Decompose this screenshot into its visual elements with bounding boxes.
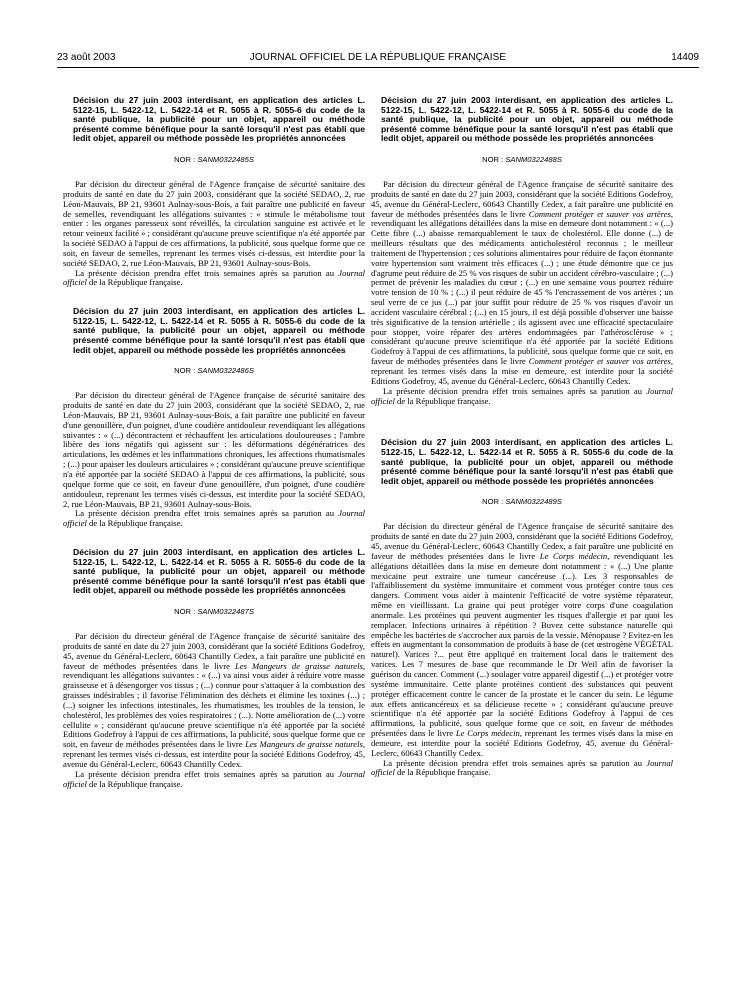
right-column xyxy=(371,96,673,981)
decision-title: Décision du 27 juin 2003 interdisant, en application des articles L. 5122-15, L. 5422-12, L. 5422-14 et R. 5055 à R. 5055-6 du code de la santé publique, la publicité pour un objet, appareil ou méthode présenté comme bénéfique pour la santé lorsqu'il n'est pas établi que ledit objet, appareil ou méthode possède les propriétés annoncées xyxy=(381,96,673,144)
decision-section xyxy=(371,96,673,406)
decision-body: Par décision du directeur général de l'Agence française de sécurité sanitaire des produits de santé en date du 27 juin 2003, considérant que la société SEDAO, 2, rue Léon-Mauvais, BP 21, 93601 Aulnay-sous-Bois, a fait paraître une publicité en faveur de semelles, revendiquant les allégations suivantes : « stimule le métabolisme tout entier : les organes paresseux sont réveillés, la circulation sanguine est activée et le retour veineux facilité » ; considérant qu'aucune preuve scientifique n'a été apportée par la société SEDAO à l'appui de ces affirmations, la publicité, sous quelque forme que ce soit, en faveur de semelles, reprenant les termes visés ci-dessus, est interdite pour la société SEDAO, 2, rue Léon-Mauvais, BP 21, 93601 Aulnay-sous-Bois. xyxy=(63,178,365,268)
nor-reference: NOR : SANM0322489S xyxy=(482,497,562,507)
decision-closing: La présente décision prendra effet trois semaines après sa parution au Journal officiel de la République française. xyxy=(371,757,673,778)
decision-section xyxy=(371,438,673,778)
nor-code: SANM0322489S xyxy=(505,497,562,507)
header-journal-title: JOURNAL OFFICIEL DE LA RÉPUBLIQUE FRANÇAISE xyxy=(249,52,507,63)
decision-closing: La présente décision prendra effet trois semaines après sa parution au Journal officiel de la République française. xyxy=(63,267,365,288)
decision-title: Décision du 27 juin 2003 interdisant, en application des articles L. 5122-15, L. 5422-12, L. 5422-14 et R. 5055 à R. 5055-6 du code de la santé publique, la publicité pour un objet, appareil ou méthode présenté comme bénéfique pour la santé lorsqu'il n'est pas établi que ledit objet, appareil ou méthode possède les propriétés annoncées xyxy=(73,547,365,596)
decision-title: Décision du 27 juin 2003 interdisant, en application des articles L. 5122-15, L. 5422-12, L. 5422-14 et R. 5055 à R. 5055-6 du code de la santé publique, la publicité pour un objet, appareil ou méthode présenté comme bénéfique pour la santé lorsqu'il n'est pas établi que ledit objet, appareil ou méthode possède les propriétés annoncées xyxy=(73,306,365,355)
nor-reference: NOR : SANM0322487S xyxy=(174,607,254,616)
nor-code: SANM0322485S xyxy=(197,154,254,164)
nor-code: SANM0322487S xyxy=(197,607,254,616)
decision-closing: La présente décision prendra effet trois semaines après sa parution au Journal officiel de la République française. xyxy=(371,385,673,406)
decision-body: Par décision du directeur général de l'Agence française de sécurité sanitaire des produits de santé en date du 27 juin 2003, considérant que la société Editions Godefroy, 45, avenue du Général-Leclerc, 60643 Chantilly Cedex, a fait paraître une publicité en faveur de méthodes présentées dans le livre Comment protéger et sauver vos artères, revendiquant les allégations détaillées dans la mise en demeure dont notamment : « (...) Cette fibre (...) abaisse remarquablement le taux de cholestérol. Elle donne (...) de meilleurs résultats que des médicaments anticholestérol reconnus ; le meilleur traitement de l'hypertension ; ces solutions alimentaires pour réduire de façon étonnante votre hypertension sont vraiment très efficaces (...) ; une étude démontre que ce jus d'agrume peut réduire de 25 % vos risques de subir un accident cérébro-vasculaire ; (...) permet de prévenir les maladies du cœur ; (...) en une semaine vous pourrez réduire votre tension de 10 % ; (...) il peut réduire de 45 % l'encrassement de vos artères ; un seul verre de ce jus (...) par jour suffit pour réduire de 25 % vos risques d'avoir un accident vasculaire cérébral ; (...) en 15 jours, il est déjà possible d'observer une baisse très significative de la tension artérielle ; ils agissent avec une efficacité spectaculaire pour stopper, voire réparer des artères endommagées par l'athérosclérose » ; considérant qu'aucune preuve scientifique n'a été apportée par la société Editions Godefroy à l'appui de ces affirmations, la publicité, sous quelque forme que ce soit, en faveur de méthodes présentées dans le livre Comment protéger et sauver vos artères, reprenant les termes visés dans la mise en demeure, est interdite pour la société Editions Godefroy, 45, avenue du Général-Leclerc, 60643 Chantilly Cedex. xyxy=(371,178,673,386)
nor-reference: NOR : SANM0322486S xyxy=(174,366,254,376)
header-rule xyxy=(57,67,699,68)
decision-closing: La présente décision prendra effet trois semaines après sa parution au Journal officiel de la République française. xyxy=(63,768,365,789)
decision-body: Par décision du directeur général de l'Agence française de sécurité sanitaire des produits de santé en date du 27 juin 2003, considérant que la société SEDAO, 2, rue Léon-Mauvais, BP 21, 93601 Aulnay-sous-Bois, a fait paraître une publicité en faveur d'une genouillère, d'un poignet, d'une coudière antidouleur revendiquant les allégations suivantes : « (...) décontractent et réchauffent les articulations douloureuses ; l'ambre libère des ions négatifs qui agissent sur : les déformations dégénératrices des articulations, les œdèmes et les inflammations chroniques, les affections rhumatismales ; (...) pour apaiser les douleurs articulaires » ; considérant qu'aucune preuve scientifique n'a été apportée par la société SEDAO à l'appui de ces affirmations, la publicité, sous quelque forme que ce soit, en faveur d'une genouillère, d'un poignet, d'une coudière antidouleur, reprenant les termes visés ci-dessus, est interdite pour la société SEDAO, 2, rue Léon-Mauvais, BP 21, 93601 Aulnay-sous-Bois. xyxy=(63,390,365,509)
book-title: Le Corps médecin xyxy=(455,728,520,739)
left-column xyxy=(63,96,365,981)
decision-title: Décision du 27 juin 2003 interdisant, en application des articles L. 5122-15, L. 5422-12, L. 5422-14 et R. 5055 à R. 5055-6 du code de la santé publique, la publicité pour un objet, appareil ou méthode présenté comme bénéfique pour la santé lorsqu'il n'est pas établi que ledit objet, appareil ou méthode possède les propriétés annoncées xyxy=(73,96,365,144)
header-page-number: 14409 xyxy=(671,52,699,63)
decision-title: Décision du 27 juin 2003 interdisant, en application des articles L. 5122-15, L. 5422-12, L. 5422-14 et R. 5055 à R. 5055-6 du code de la santé publique, la publicité pour un objet, appareil ou méthode présenté comme bénéfique pour la santé lorsqu'il n'est pas établi que ledit objet, appareil ou méthode possède les propriétés annoncées xyxy=(381,437,673,486)
nor-code: SANM0322488S xyxy=(505,154,562,164)
decision-section xyxy=(63,548,365,789)
decision-section xyxy=(63,307,365,529)
decision-body: Par décision du directeur général de l'Agence française de sécurité sanitaire des produits de santé en date du 27 juin 2003, considérant que la société Editions Godefroy, 45, avenue du Général-Leclerc, 60643 Chantilly Cedex, a fait paraître une publicité en faveur de méthodes présentées dans le livre Les Mangeurs de graisse naturels, revendiquant les allégations suivantes : « (...) va ainsi vous aider à réduire votre masse graisseuse et à désengorger vos tissus ; (...) connue pour s'attaquer à la combustion des graisses indésirables ; il favorise l'élimination des déchets et élimine les toxines (...) ; (...) soigner les infections intestinales, les rhumatismes, les troubles de la tension, le cholestérol, les problèmes des voies respiratoires ; (...). Notte amélioration de (...) votre cellulite » ; considérant qu'aucune preuve scientifique n'a été apportée par la société Editions Godefroy à l'appui de ces affirmations, la publicité, sous quelque forme que ce soit, en faveur de méthodes présentées dans le livre Les Mangeurs de graisse naturels, reprenant les termes visés ci-dessus, est interdite pour la société Editions Godefroy, 45, avenue du Général-Leclerc, 60643 Chantilly Cedex. xyxy=(63,631,365,769)
nor-reference: NOR : SANM0322488S xyxy=(482,154,562,164)
decision-section xyxy=(63,96,365,288)
header-date: 23 août 2003 xyxy=(57,52,116,63)
nor-reference: NOR : SANM0322485S xyxy=(174,154,254,164)
decision-closing: La présente décision prendra effet trois semaines après sa parution au Journal officiel de la République française. xyxy=(63,508,365,529)
book-title: Le Corps médecin xyxy=(539,550,608,561)
book-title: Comment protéger et sauver vos artères xyxy=(528,208,671,219)
book-title: Les Mangeurs de graisse naturels xyxy=(234,660,363,671)
book-title: Les Mangeurs de graisse naturels xyxy=(245,739,363,750)
book-title: Comment protéger et sauver vos artères xyxy=(528,356,671,367)
decision-body: Par décision du directeur général de l'Agence française de sécurité sanitaire des produits de santé en date du 27 juin 2003, considérant que la société Editions Godefroy, 45, avenue du Général-Leclerc, 60643 Chantilly Cedex, a fait paraître une publicité en faveur de méthodes présentées dans le livre Le Corps médecin, revendiquant les allégations détaillées dans la mise en demeure dont notamment : « (...) Une plante mexicaine peut extraire une tumeur cancéreuse (...). Les 3 responsables de l'affaiblissement du système immunitaire et comment vous protéger contre tous ces dangers. Comment vous aider à maintenir l'efficacité de votre système réparateur, même en vieillissant. La graine qui peut protéger votre corps d'une coagulation anormale. Les protéines qui peuvent augmenter les risques d'allergie et par quoi les remplacer. Infections urinaires à répétition ? Buvez cette substance naturelle qui empêche les bactéries de s'accrocher aux parois de la vessie. Ménopause ? Evitez-en les effets en augmentant la consommation de produits à base de (cet œstrogène VÉGÉTAL naturel). Varices ?... peut être appliqué en traitement local dans le traitement des varices. Les 7 mesures de base que recommande le Dr Weil afin de favoriser la guérison du cancer. Comment (...) soulager votre appareil digestif (...) et protéger votre système immunitaire. Cette plante protéines contient des substances qui peuvent protéger efficacement contre le cancer de la prostate et le cancer du sein. Le légume aux effets anticancéreux et sa délicieuse recette » ; considérant qu'aucune preuve scientifique n'a été apportée par la société Editions Godefroy à l'appui de ces affirmations, la publicité, sous quelque forme que ce soit, en faveur de méthodes présentées dans le livre Le Corps médecin, reprenant les termes visés dans la mise en demeure, est interdite pour la société Editions Godefroy, 45, avenue du Général-Leclerc, 60643 Chantilly Cedex. xyxy=(371,521,673,758)
nor-code: SANM0322486S xyxy=(197,366,254,376)
page-header xyxy=(57,52,699,66)
